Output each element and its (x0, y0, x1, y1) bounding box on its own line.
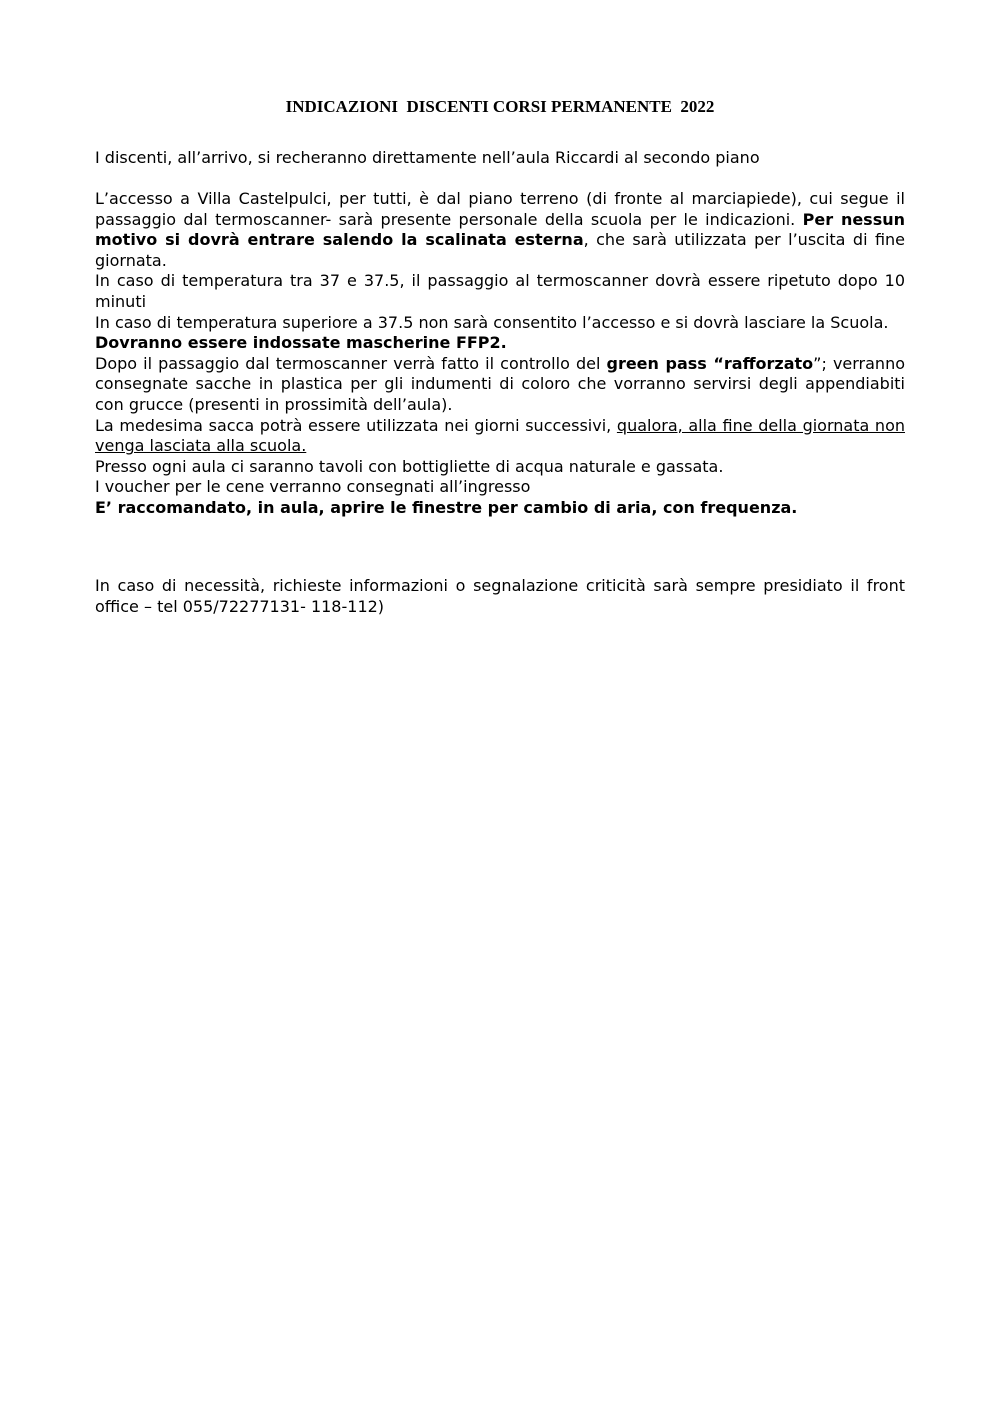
greenpass-before-text: Dopo il passaggio dal termoscanner verrà fatto il controllo del (95, 353, 607, 373)
access-paragraph (95, 189, 905, 271)
contact-text: In caso di necessità, richieste informazioni o segnalazione criticità sarà sempre presidiato il front office – tel 055/72277131- 118-112) (95, 576, 905, 616)
bag-underlined-text: qualora, alla fine della giornata non venga lasciata alla scuola. (95, 415, 905, 456)
access-after-text: , che sarà utilizzata per l’uscita di fine giornata. (95, 230, 906, 270)
voucher-notice: I voucher per le cene verranno consegnati all’ingresso (95, 477, 531, 497)
windows-notice: E’ raccomandato, in aula, aprire le finestre per cambio di aria, con frequenza. (95, 497, 798, 517)
water-notice: Presso ogni aula ci saranno tavoli con bottigliette di acqua naturale e gassata. (95, 456, 724, 476)
greenpass-after-text: ”; verranno consegnate sacche in plastica per gli indumenti di coloro che vorranno servirsi degli appendiabiti con grucce (presenti in prossimità dell’aula). (95, 353, 906, 414)
contact-paragraph (95, 576, 905, 617)
bag-before-text: La medesima sacca potrà essere utilizzata nei giorni successivi, (95, 415, 617, 435)
greenpass-paragraph (95, 354, 905, 416)
access-text: L’accesso a Villa Castelpulci, per tutti, è dal piano terreno (di fronte al marciapiede), cui segue il passaggio dal termoscanner- sarà presente personale della scuola per le indicazioni. (95, 189, 905, 229)
instructions-section (95, 189, 905, 519)
bag-paragraph (95, 416, 905, 457)
masks-notice: Dovranno essere indossate mascherine FFP2. (95, 333, 507, 353)
intro-text: I discenti, all’arrivo, si recheranno direttamente nell’aula Riccardi al secondo piano (95, 148, 760, 167)
intro-paragraph (95, 148, 905, 169)
document-title: INDICAZIONI DISCENTI CORSI PERMANENTE 2022 (285, 97, 715, 116)
temperature-rule-2: In caso di temperatura superiore a 37.5 non sarà consentito l’accesso e si dovrà lasciare la Scuola. (95, 312, 889, 332)
greenpass-bold: green pass “rafforzato (606, 353, 814, 373)
temperature-rule-1: In caso di temperatura tra 37 e 37.5, il passaggio al termoscanner dovrà essere ripetuto dopo 10 minuti (95, 271, 905, 311)
access-warning-bold: Per nessun motivo si dovrà entrare salendo la scalinata esterna (95, 209, 906, 250)
